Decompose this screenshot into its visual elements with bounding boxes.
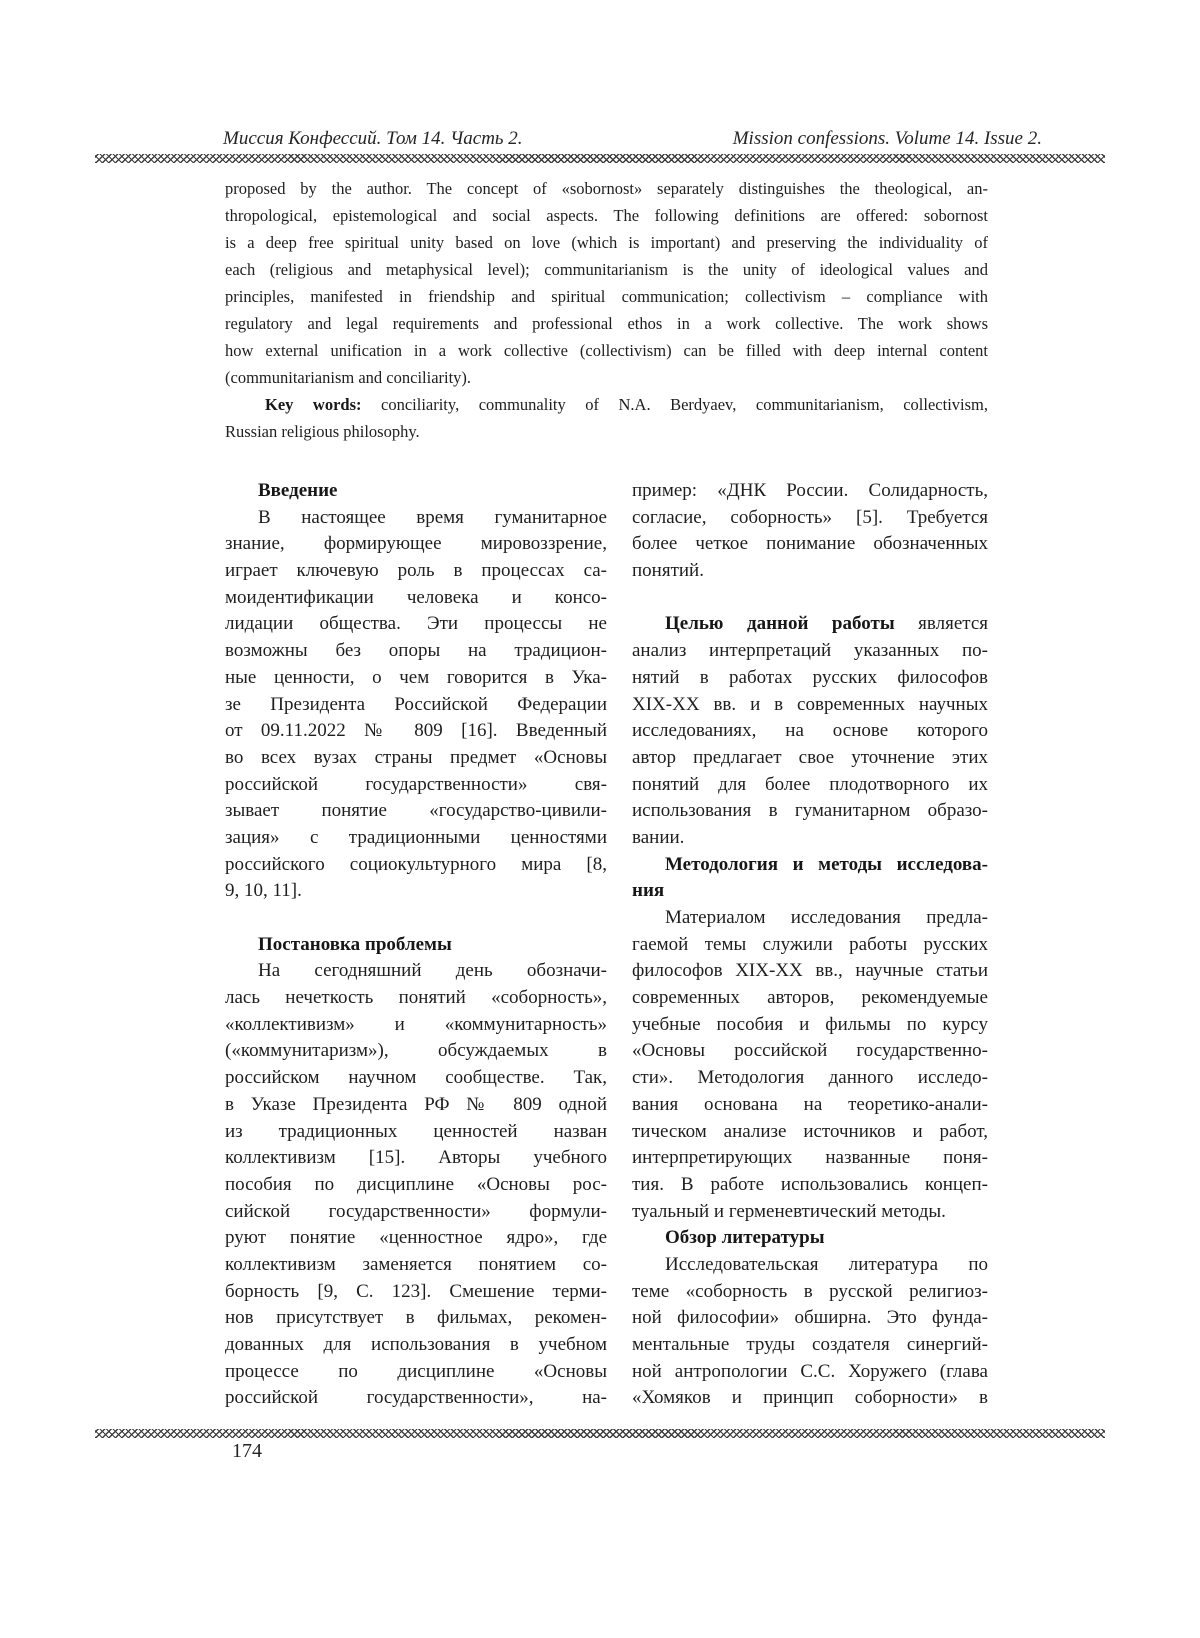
text-line <box>225 418 988 445</box>
text-segment: знание, формирующее мировоззрение, <box>225 533 607 555</box>
text-segment: автор предлагает свое уточнение этих <box>632 746 988 768</box>
text-segment: исследованиях, на основе которого <box>632 720 988 742</box>
text-segment: коллективизм [15]. Авторы учебного <box>225 1147 607 1169</box>
text-segment: Методология и методы исследова- <box>665 853 988 875</box>
text-segment: thropological, epistemological and social aspects. The following definitions are offered: sobornost <box>225 206 988 225</box>
text-segment: во всех вузах страны предмет «Основы <box>225 746 607 768</box>
text-line <box>632 932 988 959</box>
text-line <box>632 852 988 879</box>
text-segment: руют понятие «ценностное ядро», где <box>225 1227 607 1249</box>
text-line <box>632 1385 988 1412</box>
text-line <box>632 1279 988 1306</box>
text-segment: гаемой темы служили работы русских <box>632 933 988 955</box>
text-segment: («коммунитаризм»), обсуждаемых в <box>225 1040 607 1062</box>
text-line <box>632 878 988 905</box>
text-segment: regulatory and legal requirements and professional ethos in a work collective. The work shows <box>225 314 988 333</box>
journal-header-right: Mission confessions. Volume 14. Issue 2. <box>732 128 1042 149</box>
text-line <box>225 558 607 585</box>
text-line <box>225 665 607 692</box>
text-line <box>632 772 988 799</box>
text-line <box>632 1065 988 1092</box>
text-segment: На сегодняшний день обозначи- <box>258 960 607 982</box>
text-line <box>225 364 988 391</box>
text-segment: теме «соборность в русской религиоз- <box>632 1280 988 1302</box>
text-segment: нятий в работах русских философов <box>632 666 988 688</box>
text-segment: более четкое понимание обозначенных <box>632 533 988 555</box>
text-line <box>632 1225 988 1252</box>
text-line <box>225 692 607 719</box>
text-line <box>632 1332 988 1359</box>
text-segment: principles, manifested in friendship and spiritual communication; collectivism – compliance with <box>225 287 988 306</box>
text-line <box>225 175 988 202</box>
text-segment: лась нечеткость понятий «соборность», <box>225 987 607 1009</box>
text-segment: понятий. <box>632 560 704 582</box>
text-segment: ной философии» обширна. Это фунда- <box>632 1307 988 1329</box>
text-line <box>632 1172 988 1199</box>
right-column <box>632 478 988 1412</box>
text-segment: how external unification in a work collective (collectivism) can be filled with deep internal content <box>225 341 988 360</box>
text-segment: моидентификации человека и консо- <box>225 586 607 608</box>
text-line <box>632 718 988 745</box>
text-segment: анализ интерпретаций указанных по- <box>632 640 988 662</box>
text-line <box>225 256 988 283</box>
text-line <box>632 958 988 985</box>
text-segment: российской государственности», на- <box>225 1387 607 1409</box>
bold-text-segment: Целью данной работы <box>665 613 919 635</box>
journal-header-left: Миссия Конфессий. Том 14. Часть 2. <box>223 128 523 149</box>
text-line <box>225 1065 607 1092</box>
text-segment: ния <box>632 880 665 902</box>
left-column <box>225 478 607 1412</box>
text-line <box>225 852 607 879</box>
text-segment: вании. <box>632 826 685 848</box>
text-line <box>632 745 988 772</box>
text-segment: 9, 10, 11]. <box>225 880 302 902</box>
text-segment: is a deep free spiritual unity based on love (which is important) and preserving the individuality of <box>225 233 988 252</box>
text-line <box>225 825 607 852</box>
text-segment: коллективизм заменяется понятием со- <box>225 1253 607 1275</box>
text-line <box>225 1305 607 1332</box>
header-decorative-rule <box>95 154 1105 163</box>
text-segment: Материалом исследования предла- <box>665 907 988 928</box>
text-line <box>225 958 607 985</box>
text-line <box>225 585 607 612</box>
text-segment: Обзор литературы <box>665 1227 825 1249</box>
text-line <box>632 1092 988 1119</box>
text-line <box>225 1332 607 1359</box>
text-line <box>225 1359 607 1386</box>
text-line <box>632 1199 988 1226</box>
text-line <box>225 1092 607 1119</box>
text-segment: тическом анализе источников и работ, <box>632 1120 988 1142</box>
text-segment: современных авторов, рекомендуемые <box>632 987 988 1009</box>
abstract-block <box>225 175 988 445</box>
text-segment: Постановка проблемы <box>258 933 452 955</box>
text-segment: Russian religious philosophy. <box>225 422 420 441</box>
text-line <box>225 229 988 256</box>
text-segment: дованных для использования в учебном <box>225 1334 607 1355</box>
text-segment: conciliarity, communality of N.A. Berdyaev, communitarianism, collectivism, <box>381 395 988 414</box>
text-line <box>225 878 607 905</box>
text-segment: понятий для более плодотворного их <box>632 773 988 795</box>
text-segment: российском научном сообществе. Так, <box>225 1067 607 1089</box>
text-segment: «Основы российской государственно- <box>632 1040 988 1062</box>
text-line <box>225 1119 607 1146</box>
blank-line <box>632 585 988 612</box>
text-line <box>225 718 607 745</box>
text-line <box>632 692 988 719</box>
text-segment: ментальные труды создателя синергий- <box>632 1334 988 1355</box>
text-segment: «коллективизм» и «коммунитарность» <box>225 1013 607 1035</box>
text-segment: пример: «ДНК России. Солидарность, <box>632 480 988 501</box>
text-line <box>225 531 607 558</box>
text-segment: согласие, соборность» [5]. Требуется <box>632 506 988 528</box>
text-segment: туальный и герменевтический методы. <box>632 1200 946 1222</box>
text-segment: играет ключевую роль в процессах са- <box>225 560 607 582</box>
text-line <box>225 505 607 532</box>
text-segment: Исследовательская литература по <box>665 1253 988 1275</box>
article-body <box>225 478 988 1412</box>
text-segment: сийской государственности» формули- <box>225 1200 607 1222</box>
text-segment: философов XIX-XX вв., научные статьи <box>632 960 988 982</box>
text-segment: proposed by the author. The concept of «sobornost» separately distinguishes the theological, an- <box>225 179 988 198</box>
text-line <box>225 1145 607 1172</box>
text-line <box>632 665 988 692</box>
text-line <box>225 745 607 772</box>
text-line <box>225 772 607 799</box>
text-segment: использования в гуманитарном образо- <box>632 800 988 822</box>
text-line <box>225 1385 607 1412</box>
text-segment: each (religious and metaphysical level); communitarianism is the unity of ideological values and <box>225 260 988 279</box>
text-line <box>225 1038 607 1065</box>
text-line <box>632 1012 988 1039</box>
text-segment: сти». Методология данного исследо- <box>632 1067 988 1089</box>
text-segment: вания основана на теоретико-анали- <box>632 1093 988 1115</box>
text-segment: тия. В работе использовались концеп- <box>632 1173 988 1195</box>
text-segment: процессе по дисциплине «Основы <box>225 1360 607 1382</box>
text-segment: является <box>918 613 988 635</box>
text-segment: В настоящее время гуманитарное <box>258 506 607 528</box>
text-line <box>632 905 988 932</box>
text-line <box>225 310 988 337</box>
text-segment: из традиционных ценностей назван <box>225 1120 607 1142</box>
text-line <box>225 638 607 665</box>
text-line <box>225 798 607 825</box>
text-segment: российской государственности» свя- <box>225 773 607 795</box>
text-line <box>225 478 607 505</box>
text-segment: учебные пособия и фильмы по курсу <box>632 1013 988 1035</box>
text-line <box>632 1252 988 1279</box>
text-line <box>225 1252 607 1279</box>
text-line <box>632 1145 988 1172</box>
text-line <box>632 558 988 585</box>
text-segment: от 09.11.2022 № 809 [16]. Введенный <box>225 720 607 742</box>
text-line <box>225 1199 607 1226</box>
text-line <box>225 1172 607 1199</box>
text-segment: зе Президента Российской Федерации <box>225 693 607 715</box>
text-segment: зация» с традиционными ценностями <box>225 826 607 848</box>
text-line <box>632 985 988 1012</box>
text-line <box>632 505 988 532</box>
text-line <box>632 1359 988 1386</box>
text-segment: ные ценности, о чем говорится в Ука- <box>225 666 607 688</box>
text-segment: XIX-XX вв. и в современных научных <box>632 693 988 715</box>
text-segment: зывает понятие «государство-цивили- <box>225 800 607 822</box>
text-line <box>632 1038 988 1065</box>
text-line <box>632 1119 988 1146</box>
text-line <box>632 825 988 852</box>
text-segment: «Хомяков и принцип соборности» в <box>632 1387 988 1409</box>
text-line <box>632 478 988 505</box>
text-line <box>225 985 607 1012</box>
text-segment: ной антропологии С.С. Хоружего (глава <box>632 1360 988 1382</box>
text-line <box>632 531 988 558</box>
text-line <box>225 1012 607 1039</box>
text-line <box>225 391 988 418</box>
text-line <box>225 1279 607 1306</box>
text-line <box>632 798 988 825</box>
text-segment: лидации общества. Эти процессы не <box>225 613 607 635</box>
text-line <box>632 638 988 665</box>
text-line <box>632 611 988 638</box>
page-number: 174 <box>232 1440 262 1462</box>
text-segment: борность [9, С. 123]. Смешение терми- <box>225 1280 607 1302</box>
text-segment: возможны без опоры на традицион- <box>225 640 607 662</box>
text-segment: Введение <box>258 480 338 501</box>
text-line <box>225 932 607 959</box>
text-line <box>225 337 988 364</box>
text-segment: интерпретирующих названные поня- <box>632 1147 988 1169</box>
text-line <box>225 1225 607 1252</box>
text-segment: нов присутствует в фильмах, рекомен- <box>225 1307 607 1329</box>
text-line <box>225 202 988 229</box>
text-segment: российского социокультурного мира [8, <box>225 853 607 875</box>
text-line <box>225 283 988 310</box>
text-segment: пособия по дисциплине «Основы рос- <box>225 1173 607 1195</box>
text-segment: в Указе Президента РФ № 809 одной <box>225 1093 607 1115</box>
footer-decorative-rule <box>95 1429 1105 1438</box>
blank-line <box>225 905 607 932</box>
text-line <box>632 1305 988 1332</box>
text-line <box>225 611 607 638</box>
text-segment: (communitarianism and conciliarity). <box>225 368 472 387</box>
bold-text-segment: Key words: <box>265 395 381 414</box>
